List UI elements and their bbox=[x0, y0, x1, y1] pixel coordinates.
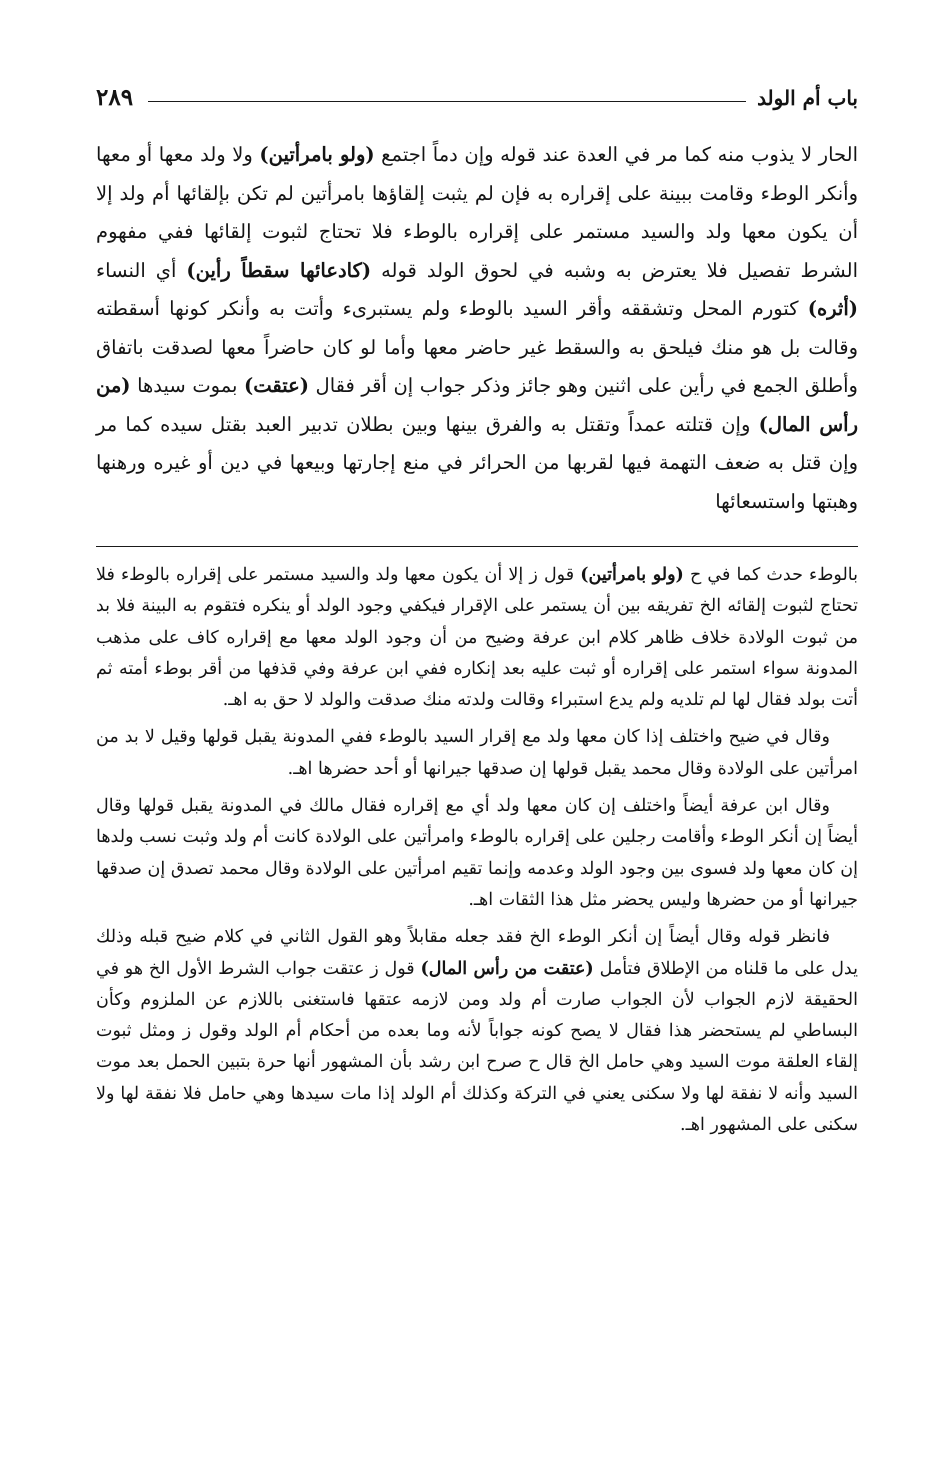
main-text-segment: كتورم المحل وتشققه وأقر السيد بالوطء ولم يستبرىء وأتت به وأنكر كونها أسقطته وقالت بل هو منك فيلحق به والسقط غير حاضر معها وأما لو كان حاضراً معها لصدقت باتفاق وأطلق الجمع في رأين على اثنين وهو جائز وذكر جواب إن أقر فقال bbox=[96, 297, 858, 397]
chapter-title: باب أم الولد bbox=[757, 86, 858, 110]
note-text-segment: قول ز عتقت جواب الشرط الأول الخ هو في الحقيقة لازم الجواب لأن الجواب صارت أم ولد ومن لازمه عتقها فاستغنى باللازم عن الملزوم وكأن البساطي لم يستحضر هذا فقال لا يصح كونه جواباً لأنه وما بعده من أحكام أم الولد وقول ز ومثل ثبوت إلقاء العلقة موت السيد وهي حامل الخ قال ح صرح ابن رشد بأن المشهور أنها حرة بتبين الحمل بعد موت السيد وأنه لا نفقة لها ولا سكنى يعني في التركة وكذلك أم الولد إذا مات سيدها وهي حامل فلا نفقة لها ولا سكنى على المشهور اهـ. bbox=[96, 958, 858, 1136]
footnote-divider bbox=[96, 546, 858, 547]
bold-quote: (ولو بامرأتين) bbox=[580, 565, 684, 585]
note-text-segment: قول ز إلا أن يكون معها ولد والسيد مستمر على إقراره بالوطء فلا تحتاج لثبوت إلقائه الخ تفريقه بين أن يستمر على الإقرار فيكفي وجود الولد أو ينكره فتقوم به البينة فلا بد من ثبوت الولادة خلاف ظاهر كلام ابن عرفة وضيح من أن وجود الولد معها مع إقراره كاف على مذهب المدونة سواء استمر على إقراره أو ثبت عليه بعد إنكاره ففي ابن عرفة وفي قذفها من أقر بوطء أمته ثم أتت بولد فقال لها لم تلديه ولم يدع استبراء وقالت ولدته منك صدقت والولد لا حق به اهـ. bbox=[96, 565, 858, 711]
page-header bbox=[96, 84, 858, 112]
main-text-segment: بموت سيدها bbox=[130, 374, 245, 397]
bold-quote: (ولو بامرأتين) bbox=[259, 143, 375, 166]
main-text-segment: ولا ولد معها أو معها وأنكر الوطء وقامت ببينة على إقراره به فإن لم يثبت إلقاؤها بامرأتين لم تكن بإلقائها أم ولد إلا أن يكون معها ولد والسيد مستمر على إقراره بالوطء فلا تحتاج لثبوت إلقائها ففي مفهوم الشرط تفصيل فلا يعترض به وشبه في لحوق الولد قوله bbox=[96, 143, 858, 282]
bold-quote: (عتقت) bbox=[244, 374, 309, 397]
page-number: ٢٨٩ bbox=[96, 84, 134, 111]
main-text bbox=[96, 136, 858, 521]
bold-quote: (من رأس المال) bbox=[96, 374, 858, 436]
bold-quote: (كادعائها سقطاً رأين) bbox=[186, 258, 372, 282]
main-paragraph bbox=[96, 136, 858, 521]
note-paragraph-4 bbox=[96, 922, 858, 1141]
header-rule bbox=[148, 101, 746, 102]
main-text-segment: وإن قتلته عمداً وتقتل به والفرق بينها وبين بطلان تدبير العبد بقتل سيده كما مر وإن قتل به ضعف التهمة فيها لقربها من الحرائر في منع إجارتها وبيعها في دين أو غيره ورهنها وهبتها واستسعائها bbox=[96, 412, 858, 513]
main-text-segment: الحار لا يذوب منه كما مر في العدة عند قوله وإن دماً اجتمع bbox=[374, 143, 858, 166]
commentary-notes bbox=[96, 560, 858, 1147]
bold-quote: (أثره) bbox=[807, 297, 858, 320]
note-text-segment: فانظر قوله وقال أيضاً إن أنكر الوطء الخ فقد جعله مقابلاً وهو القول الثاني في كلام ضيح قبله وذلك يدل على ما قلناه من الإطلاق فتأمل bbox=[96, 927, 858, 979]
note-text-segment: بالوطء حدث كما في ح bbox=[683, 565, 859, 585]
main-text-segment: أي النساء bbox=[96, 258, 187, 282]
note-paragraph-1 bbox=[96, 560, 858, 716]
note-paragraph-2: وقال في ضيح واختلف إذا كان معها ولد مع إقرار السيد بالوطء ففي المدونة يقبل قولها وقيل لا بد من امرأتين على الولادة وقال محمد يقبل قولها إن صدقها جيرانها أو أحد حضرها اهـ. bbox=[96, 727, 858, 779]
bold-quote: (عتقت من رأس المال) bbox=[420, 958, 594, 979]
note-paragraph-3: وقال ابن عرفة أيضاً واختلف إن كان معها ولد أي مع إقراره فقال مالك في المدونة يقبل قولها وقال أيضاً إن أنكر الوطء وأقامت رجلين على إقراره بالوطء وامرأتين على الولادة كانت أم ولد وثبت نسب ولدها إن كان معها ولد فسوى بين وجود الولد وعدمه وإنما تقيم امرأتين على الولادة وقال محمد تصدق إن صدقها جيرانها أو من حضرها وليس يحضر مثل هذا الثقات اهـ. bbox=[96, 796, 858, 910]
